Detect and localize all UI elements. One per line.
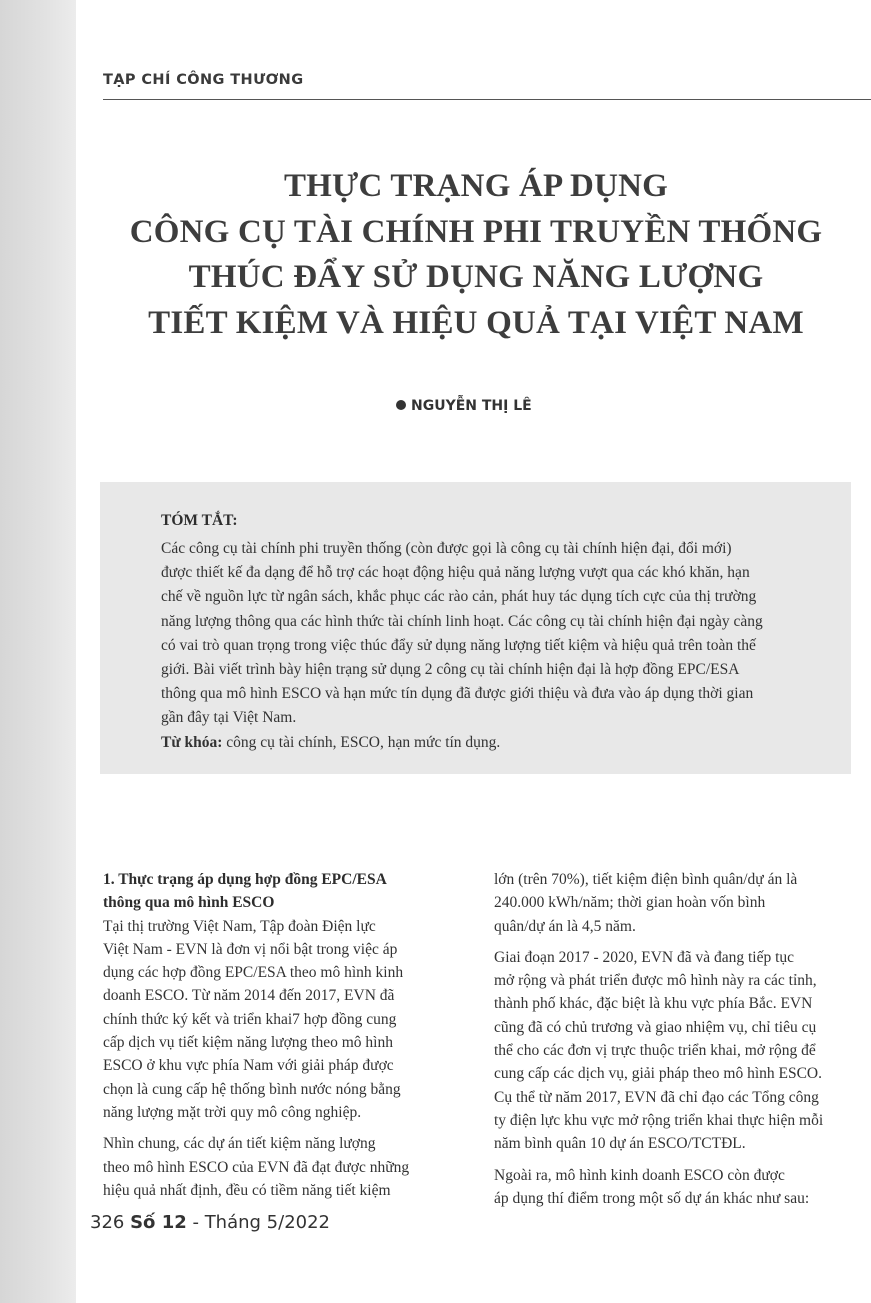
abstract-line: gần đây tại Việt Nam. xyxy=(161,709,297,727)
body-line: năm bình quân 10 dự án ESCO/TCTĐL. xyxy=(494,1135,746,1153)
abstract-line: có vai trò quan trọng trong việc thúc đẩy sử dụng năng lượng tiết kiệm và hiệu quả trên toàn thế xyxy=(161,636,756,654)
article-title xyxy=(96,164,856,346)
page-number: 326 xyxy=(90,1212,125,1233)
body-line: ty điện lực khu vực mở rộng triển khai thực hiện mỗi xyxy=(494,1111,824,1129)
section-heading: thông qua mô hình ESCO xyxy=(103,894,275,912)
body-line: thể cho các đơn vị trực thuộc triển khai, mở rộng để xyxy=(494,1042,816,1060)
keywords-label: Từ khóa: xyxy=(161,733,223,751)
body-line: cấp dịch vụ tiết kiệm năng lượng theo mô hình xyxy=(103,1034,393,1052)
header-rule xyxy=(103,99,871,100)
keywords-text: công cụ tài chính, ESCO, hạn mức tín dụng. xyxy=(222,733,501,751)
author-byline xyxy=(396,398,532,414)
body-line: dụng các hợp đồng EPC/ESA theo mô hình kinh xyxy=(103,964,404,982)
abstract-line: chế về nguồn lực từ ngân sách, khắc phục các rào cản, phát huy tác dụng tích cực của thị trường xyxy=(161,588,757,606)
right-column xyxy=(494,868,852,1210)
abstract-line: thông qua mô hình ESCO và hạn mức tín dụng đã được giới thiệu và đưa vào áp dụng thời gian xyxy=(161,685,754,703)
body-line: thành phố khác, đặc biệt là khu vực phía Bắc. EVN xyxy=(494,995,813,1013)
section-heading: 1. Thực trạng áp dụng hợp đồng EPC/ESA xyxy=(103,871,387,888)
body-line: chính thức ký kết và triển khai7 hợp đồng cung xyxy=(103,1010,397,1028)
body-line: quân/dự án là 4,5 năm. xyxy=(494,917,636,935)
keywords-line xyxy=(161,731,826,755)
journal-name: TẠP CHÍ CÔNG THƯƠNG xyxy=(103,72,304,88)
bullet-icon xyxy=(396,400,406,410)
body-line: 240.000 kWh/năm; thời gian hoàn vốn bình xyxy=(494,894,766,912)
abstract-line: giới. Bài viết trình bày hiện trạng sử dụng 2 công cụ tài chính hiện đại là hợp đồng EPC/ESA xyxy=(161,661,740,679)
paragraph-gap xyxy=(494,1156,852,1164)
issue-number: Số 12 xyxy=(130,1212,187,1233)
title-line: CÔNG CỤ TÀI CHÍNH PHI TRUYỀN THỐNG xyxy=(129,213,823,250)
abstract-line: được thiết kế đa dạng để hỗ trợ các hoạt động hiệu quả năng lượng vượt qua các khó khăn, hạn xyxy=(161,564,750,582)
abstract-line: Các công cụ tài chính phi truyền thống (còn được gọi là công cụ tài chính hiện đại, đổi mới) xyxy=(161,540,732,557)
body-line: Ngoài ra, mô hình kinh doanh ESCO còn được xyxy=(494,1166,785,1184)
title-line: TIẾT KIỆM VÀ HIỆU QUẢ TẠI VIỆT NAM xyxy=(148,304,804,341)
body-line: hiệu quả nhất định, đều có tiềm năng tiết kiệm xyxy=(103,1181,391,1199)
body-line: áp dụng thí điểm trong một số dự án khác như sau: xyxy=(494,1189,810,1207)
body-line: Việt Nam - EVN là đơn vị nổi bật trong việc áp xyxy=(103,940,398,958)
abstract-line: năng lượng thông qua các hình thức tài chính linh hoạt. Các công cụ tài chính hiện đại ngày càng xyxy=(161,612,763,630)
left-column xyxy=(103,868,461,1202)
body-line: Cụ thể từ năm 2017, EVN đã chỉ đạo các Tổng công xyxy=(494,1088,819,1106)
body-line: Giai đoạn 2017 - 2020, EVN đã và đang tiếp tục xyxy=(494,948,795,966)
body-line: ESCO ở khu vực phía Nam với giải pháp được xyxy=(103,1057,394,1075)
body-line: lớn (trên 70%), tiết kiệm điện bình quân/dự án là xyxy=(494,871,798,888)
body-line: cũng đã có chủ trương và giao nhiệm vụ, chỉ tiêu cụ xyxy=(494,1018,817,1036)
body-line: doanh ESCO. Từ năm 2014 đến 2017, EVN đã xyxy=(103,987,395,1005)
paragraph-gap xyxy=(103,1124,461,1132)
title-line: THỰC TRẠNG ÁP DỤNG xyxy=(283,168,669,204)
paragraph-gap xyxy=(494,938,852,946)
body-line: năng lượng mặt trời quy mô công nghiệp. xyxy=(103,1103,362,1121)
body-line: chọn là cung cấp hệ thống bình nước nóng bằng xyxy=(103,1080,401,1098)
body-line: cung cấp các dịch vụ, giải pháp theo mô hình ESCO. xyxy=(494,1065,823,1083)
page-footer xyxy=(90,1212,330,1233)
title-line: THÚC ĐẨY SỬ DỤNG NĂNG LƯỢNG xyxy=(188,259,764,296)
body-line: mở rộng và phát triển được mô hình này ra các tỉnh, xyxy=(494,972,817,990)
body-line: theo mô hình ESCO của EVN đã đạt được những xyxy=(103,1158,410,1176)
page-spine-shadow xyxy=(0,0,76,1303)
abstract-heading: TÓM TẮT: xyxy=(161,512,238,529)
body-line: Nhìn chung, các dự án tiết kiệm năng lượng xyxy=(103,1135,376,1153)
author-name: NGUYỄN THỊ LÊ xyxy=(411,398,532,414)
issue-date: - Tháng 5/2022 xyxy=(186,1212,331,1233)
body-line: Tại thị trường Việt Nam, Tập đoàn Điện lực xyxy=(103,917,376,935)
abstract-body xyxy=(161,537,826,755)
